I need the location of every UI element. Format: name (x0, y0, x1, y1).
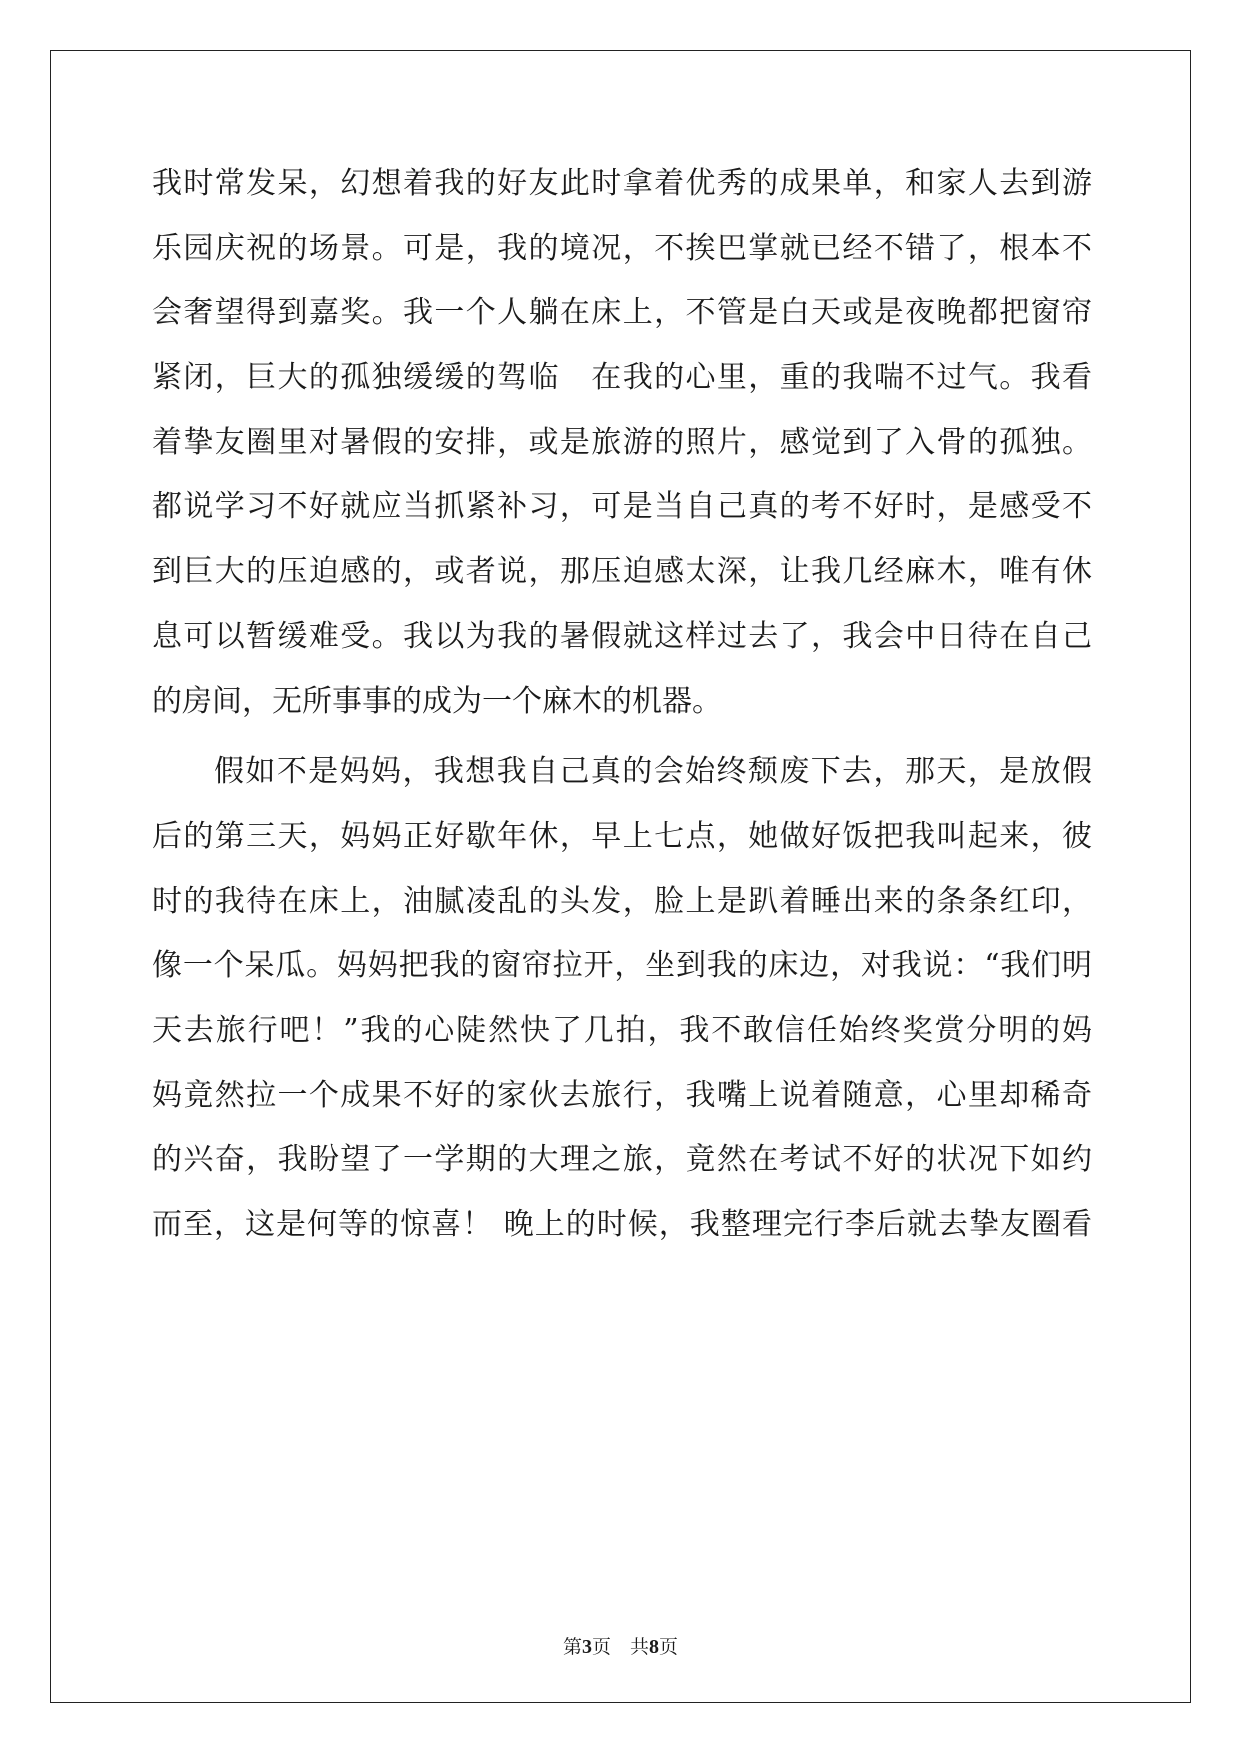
text-line: 妈竟然拉一个成果不好的家伙去旅行，我嘴上说着随意，心里却稀奇 (152, 1077, 1092, 1113)
text-line: 假如不是妈妈，我想我自己真的会始终颓废下去，那天，是放假 (214, 754, 1092, 790)
text-line: 的兴奋，我盼望了一学期的大理之旅，竟然在考试不好的状况下如约 (152, 1142, 1092, 1178)
text-line: 着挚友圈里对暑假的安排，或是旅游的照片，感觉到了入骨的孤独。 (152, 424, 1092, 460)
document-body (152, 152, 1092, 1258)
text-line: 会奢望得到嘉奖。我一个人躺在床上，不管是白天或是夜晚都把窗帘 (152, 295, 1092, 331)
text-line: 时的我待在床上，油腻凌乱的头发，脸上是趴着睡出来的条条红印， (152, 883, 1092, 919)
text-line: 到巨大的压迫感的，或者说，那压迫感太深，让我几经麻木，唯有休 (152, 554, 1092, 590)
footer-page-suffix: 页 (591, 1636, 611, 1658)
text-line: 后的第三天，妈妈正好歇年休，早上七点，她做好饭把我叫起来，彼 (152, 818, 1092, 854)
text-line: 而至，这是何等的惊喜！ 晚上的时候，我整理完行李后就去挚友圈看 (152, 1207, 1092, 1242)
footer-total-suffix: 页 (659, 1636, 679, 1658)
text-line: 紧闭，巨大的孤独缓缓的驾临 在我的心里，重的我喘不过气。我看 (152, 360, 1092, 396)
text-line: 像一个呆瓜。妈妈把我的窗帘拉开，坐到我的床边，对我说：“我们明 (152, 948, 1092, 984)
text-line: 天去旅行吧！”我的心陡然快了几拍，我不敢信任始终奖赏分明的妈 (152, 1012, 1092, 1048)
footer-total-prefix: 共 (630, 1636, 650, 1658)
paragraph-2 (152, 740, 1092, 1258)
text-line: 乐园庆祝的场景。可是，我的境况，不挨巴掌就已经不错了，根本不 (152, 230, 1092, 266)
text-line: 息可以暂缓难受。我以为我的暑假就这样过去了，我会中日待在自己 (152, 618, 1092, 654)
text-line: 我时常发呆，幻想着我的好友此时拿着优秀的成果单，和家人去到游 (152, 166, 1092, 201)
page-footer (0, 1632, 1241, 1659)
paragraph-1 (152, 152, 1092, 734)
total-page-number: 8 (649, 1636, 660, 1658)
current-page-number: 3 (581, 1636, 592, 1658)
text-line: 的房间，无所事事的成为一个麻木的机器。 (152, 683, 722, 719)
footer-prefix: 第 (562, 1636, 582, 1658)
text-line: 都说学习不好就应当抓紧补习，可是当自己真的考不好时，是感受不 (152, 489, 1092, 525)
